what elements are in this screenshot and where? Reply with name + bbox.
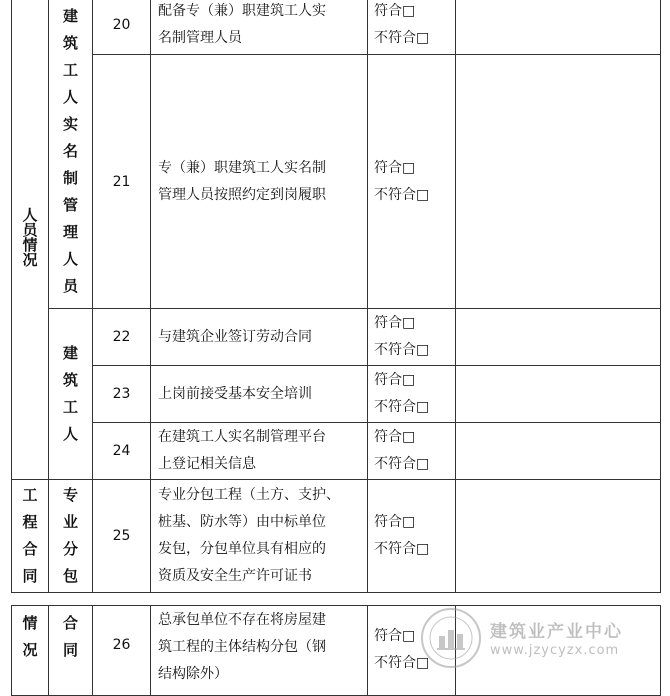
watermark-title: 建筑业产业中心 xyxy=(490,622,623,642)
watermark-url: www.jzycyzx.com xyxy=(490,643,620,658)
result-no[interactable]: 不符合□ xyxy=(374,186,430,203)
table-row xyxy=(12,0,661,55)
row-number: 21 xyxy=(93,55,151,309)
row-item: 在建筑工人实名制管理平台 上登记相关信息 xyxy=(151,423,368,480)
result-no[interactable]: 不符合□ xyxy=(374,655,430,671)
result-yes[interactable]: 符合□ xyxy=(374,514,416,530)
row-remark[interactable] xyxy=(456,423,661,480)
result-yes[interactable]: 符合□ xyxy=(374,315,416,331)
row-result[interactable] xyxy=(368,309,456,366)
result-yes[interactable]: 符合□ xyxy=(374,429,416,445)
table-row xyxy=(12,423,661,480)
result-no[interactable]: 不符合□ xyxy=(374,541,430,557)
row-item: 专（兼）职建筑工人实名制 管理人员按照约定到岗履职 xyxy=(151,55,368,309)
result-no[interactable]: 不符合□ xyxy=(374,342,430,358)
row-result[interactable] xyxy=(368,606,456,696)
row-remark[interactable] xyxy=(456,606,661,696)
section-people: 人员情况 xyxy=(12,0,49,480)
result-no[interactable]: 不符合□ xyxy=(374,456,430,472)
row-item: 与建筑企业签订劳动合同 xyxy=(151,309,368,366)
section-continued: 情 况 xyxy=(12,606,49,696)
inspection-table xyxy=(11,0,661,593)
row-number: 20 xyxy=(93,0,151,55)
row-remark[interactable] xyxy=(456,309,661,366)
result-yes[interactable]: 符合□ xyxy=(374,2,416,19)
table-row xyxy=(12,55,661,309)
table-row xyxy=(12,480,661,593)
row-item: 总承包单位不存在将房屋建 筑工程的主体结构分包（钢 结构除外） xyxy=(151,606,368,696)
row-number: 23 xyxy=(93,366,151,423)
row-number: 24 xyxy=(93,423,151,480)
table-row xyxy=(12,606,661,696)
row-result[interactable] xyxy=(368,366,456,423)
row-number: 25 xyxy=(93,480,151,593)
row-result[interactable] xyxy=(368,55,456,309)
result-no[interactable]: 不符合□ xyxy=(374,399,430,415)
row-remark[interactable] xyxy=(456,366,661,423)
row-number: 26 xyxy=(93,606,151,696)
row-remark[interactable] xyxy=(456,480,661,593)
row-item: 配备专（兼）职建筑工人实 名制管理人员 xyxy=(151,0,368,55)
inspection-table-continued xyxy=(11,605,661,696)
result-yes[interactable]: 符合□ xyxy=(374,159,416,176)
result-no[interactable]: 不符合□ xyxy=(374,29,430,46)
result-yes[interactable]: 符合□ xyxy=(374,372,416,388)
section-contract: 工 程 合 同 xyxy=(12,480,49,593)
result-yes[interactable]: 符合□ xyxy=(374,628,416,644)
row-number: 22 xyxy=(93,309,151,366)
row-item: 专业分包工程（土方、支护、 桩基、防水等）由中标单位 发包，分包单位具有相应的 资质及安全生产许可证书 xyxy=(151,480,368,593)
group-manager: 建 筑 工 人 实 名 制 管 理 人 员 xyxy=(49,0,93,309)
group-contract: 合 同 xyxy=(49,606,93,696)
group-subcontract: 专 业 分 包 xyxy=(49,480,93,593)
row-remark[interactable] xyxy=(456,55,661,309)
table-row xyxy=(12,366,661,423)
table-row xyxy=(12,309,661,366)
row-result[interactable] xyxy=(368,423,456,480)
group-worker: 建 筑 工 人 xyxy=(49,309,93,480)
row-result[interactable] xyxy=(368,0,456,55)
row-remark[interactable] xyxy=(456,0,661,55)
row-result[interactable] xyxy=(368,480,456,593)
row-item: 上岗前接受基本安全培训 xyxy=(151,366,368,423)
